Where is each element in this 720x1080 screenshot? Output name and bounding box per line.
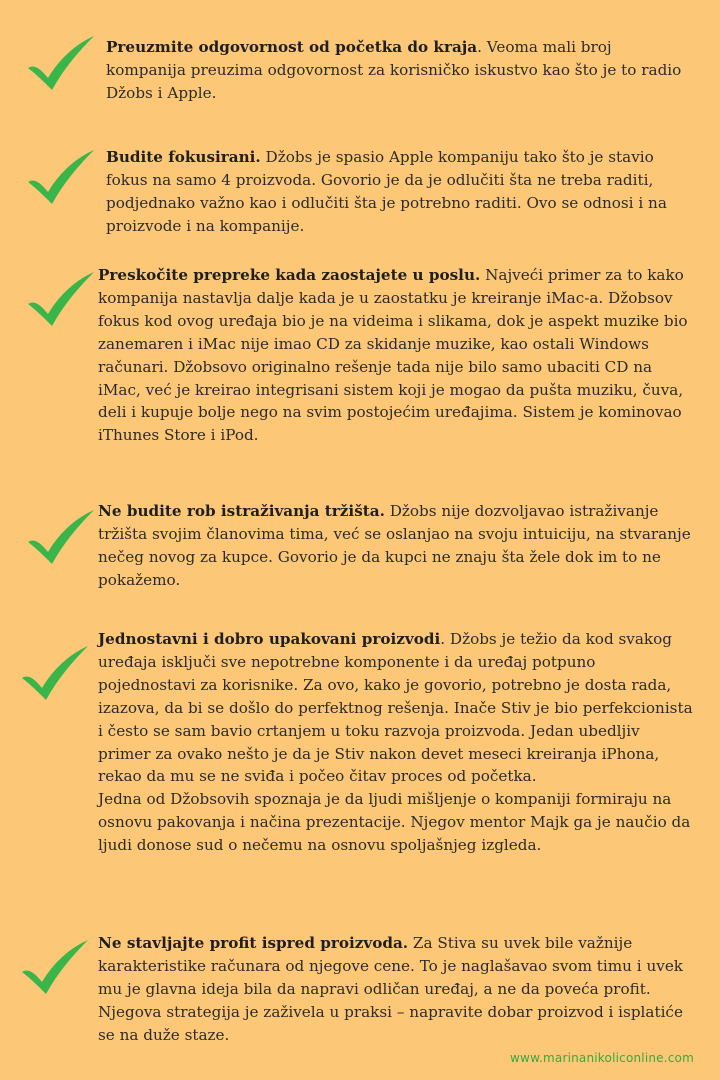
website-url: www.marinanikoliconline.com: [510, 1051, 694, 1065]
item-4-heading: Ne budite rob istraživanja tržišta.: [98, 502, 385, 520]
item-2-text: [106, 146, 696, 238]
item-5-body: . Džobs je težio da kod svakog uređaja isključi sve nepotrebne komponente i da uređaj potpuno pojednostavi za korisnike. Za ovo, kako je govorio, potrebno je dosta rada, izazova, da bi se došlo do perfektnog rešenja. Inače Stiv je bio perfekcionista i često se sam bavio crtanjem u toku razvoja proizvoda. Jedan ubedljiv primer za ovako nešto je da je Stiv nakon devet meseci kreiranja iPhona, rekao da mu se ne sviđa i počeo čitav proces od početka.: [98, 630, 693, 786]
item-1-heading: Preuzmite odgovornost od početka do kraja: [106, 38, 478, 56]
item-1-text: [106, 36, 696, 105]
check-icon: [24, 148, 98, 208]
item-1-body: . Veoma mali broj kompanija preuzima odgovornost za korisničko iskustvo kao što je to radio Džobs i Apple.: [106, 38, 682, 102]
check-icon: [24, 270, 98, 330]
item-5-text: [98, 628, 696, 857]
check-icon: [18, 938, 92, 998]
item-6-body: Za Stiva su uvek bile važnije karakteristike računara od njegove cene. To je naglašavao svom timu i uvek mu je glavna ideja bila da napravi odličan uređaj, a ne da poveća profit. Njegova strategija je zaživela u praksi – napravite dobar proizvod i isplatiće se na duže staze.: [98, 934, 684, 1044]
item-4-body: Džobs nije dozvoljavao istraživanje tržišta svojim članovima tima, već se oslanjao na svoju intuiciju, na stvaranje nečeg novog za kupce. Govorio je da kupci ne znaju šta žele dok im to ne pokažemo.: [98, 502, 691, 589]
item-3-heading: Preskočite prepreke kada zaostajete u poslu.: [98, 266, 481, 284]
check-icon: [24, 508, 98, 568]
check-icon: [18, 644, 92, 704]
item-6-text: [98, 932, 696, 1047]
item-6-heading: Ne stavljajte profit ispred proizvoda.: [98, 934, 409, 952]
item-4-text: [98, 500, 696, 592]
check-icon: [24, 34, 98, 94]
item-5-body-2: Jedna od Džobsovih spoznaja je da ljudi mišljenje o kompaniji formiraju na osnovu pakovanja i načina prezentacije. Njegov mentor Majk ga je naučio da ljudi donose sud o nečemu na osnovu spoljašnjeg izgleda.: [98, 790, 691, 855]
item-2-body: Džobs je spasio Apple kompaniju tako što je stavio fokus na samo 4 proizvoda. Govorio je da je odlučiti šta ne treba raditi, podjednako važno kao i odlučiti šta je potrebno raditi. Ovo se odnosi i na proizvode i na kompanije.: [106, 148, 667, 235]
item-5-heading: Jednostavni i dobro upakovani proizvodi: [98, 630, 441, 648]
item-2-heading: Budite fokusirani.: [106, 148, 261, 166]
item-3-text: [98, 264, 696, 447]
item-3-body: Najveći primer za to kako kompanija nastavlja dalje kada je u zaostatku je kreiranje iMac-a. Džobsov fokus kod ovog uređaja bio je na videima i slikama, dok je aspekt muzike bio zanemaren i iMac nije imao CD za skidanje muzike, kao ostali Windows računari. Džobsovo originalno rešenje tada nije bilo samo ubaciti CD na iMac, već je kreirao integrisani sistem koji je mogao da pušta muziku, čuva, deli i kupuje bolje nego na svim postojećim uređajima. Sistem je kominovao iThunes Store i iPod.: [98, 266, 688, 445]
